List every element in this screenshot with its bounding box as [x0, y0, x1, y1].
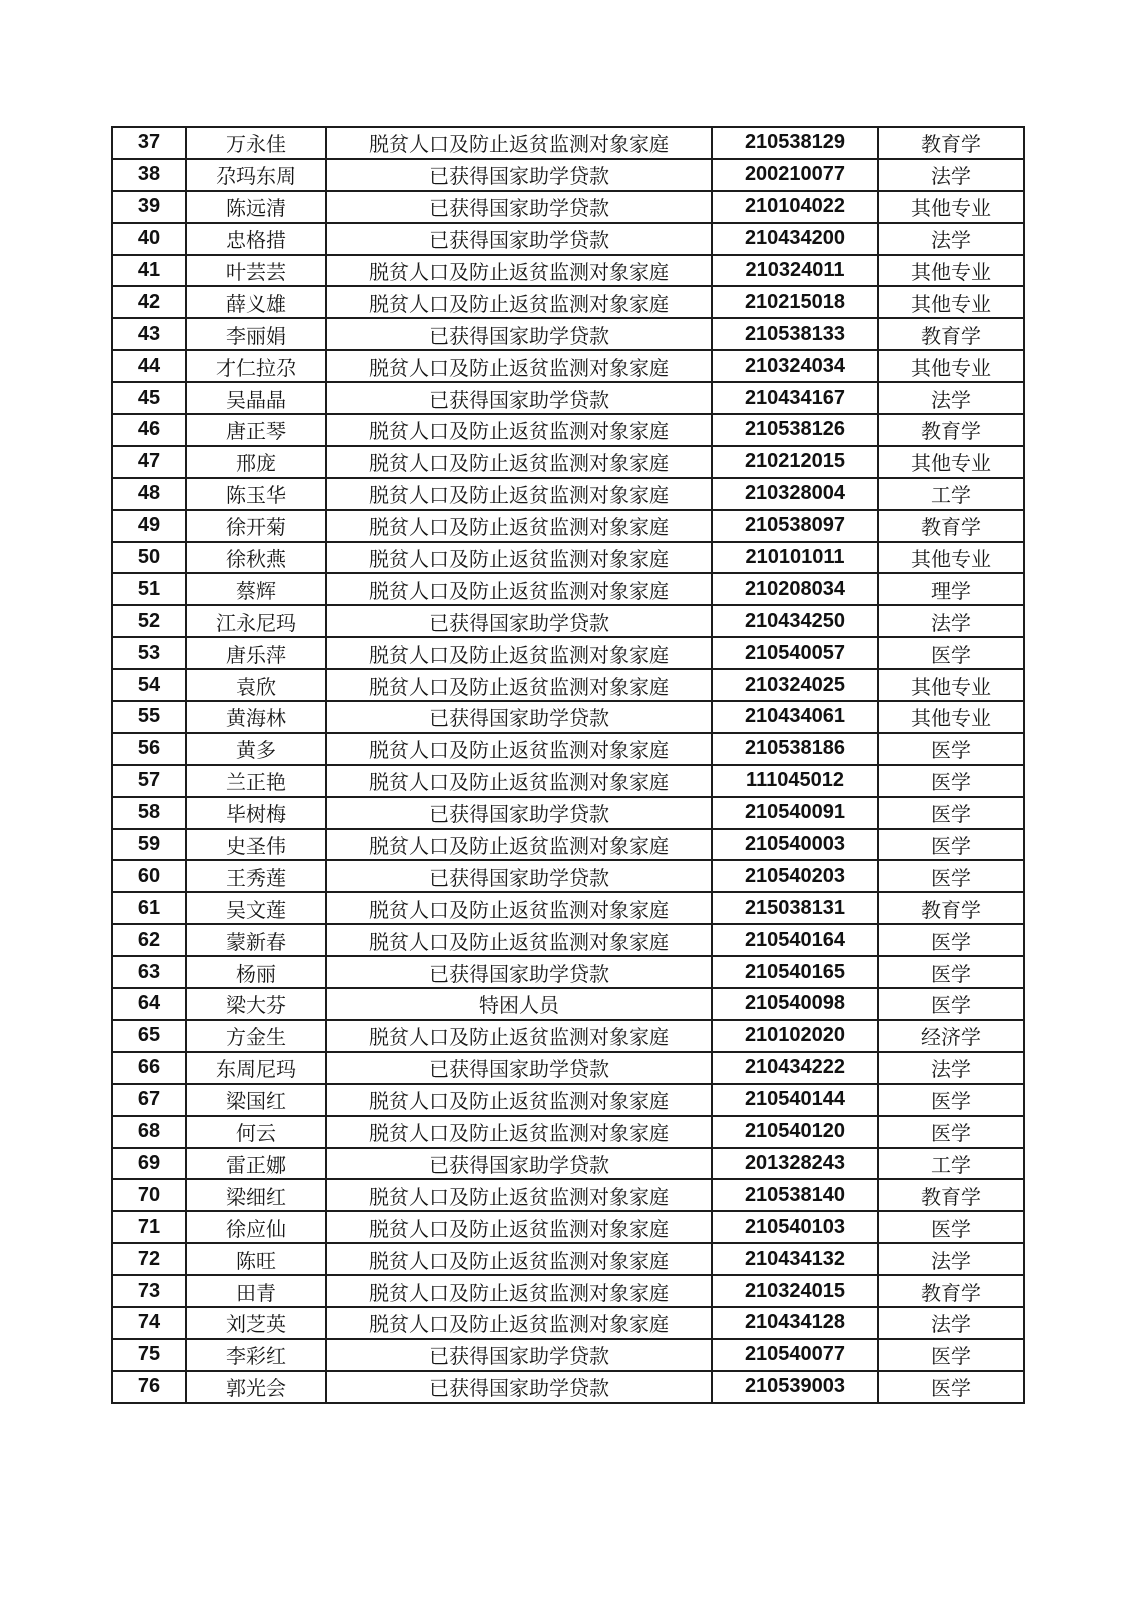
cell-row-number: 64	[112, 988, 186, 1020]
cell-student-id: 210328004	[712, 478, 878, 510]
cell-student-id: 210104022	[712, 191, 878, 223]
table-row	[112, 286, 1024, 318]
cell-student-name: 薛义雄	[186, 286, 326, 318]
cell-major: 医学	[878, 988, 1024, 1020]
cell-difficulty-category: 已获得国家助学贷款	[326, 860, 712, 892]
cell-row-number: 53	[112, 637, 186, 669]
cell-student-name: 毕树梅	[186, 797, 326, 829]
cell-major: 教育学	[878, 127, 1024, 159]
cell-difficulty-category: 脱贫人口及防止返贫监测对象家庭	[326, 350, 712, 382]
cell-student-name: 忠格措	[186, 223, 326, 255]
cell-student-name: 吴文莲	[186, 892, 326, 924]
cell-row-number: 57	[112, 765, 186, 797]
cell-row-number: 63	[112, 956, 186, 988]
cell-major: 其他专业	[878, 669, 1024, 701]
cell-student-id: 210215018	[712, 286, 878, 318]
cell-row-number: 52	[112, 605, 186, 637]
table-row	[112, 1339, 1024, 1371]
cell-row-number: 68	[112, 1116, 186, 1148]
cell-difficulty-category: 已获得国家助学贷款	[326, 159, 712, 191]
cell-student-name: 李丽娟	[186, 318, 326, 350]
cell-student-name: 邢庞	[186, 446, 326, 478]
cell-row-number: 65	[112, 1020, 186, 1052]
table-row	[112, 956, 1024, 988]
cell-student-name: 叶芸芸	[186, 255, 326, 287]
cell-difficulty-category: 脱贫人口及防止返贫监测对象家庭	[326, 127, 712, 159]
cell-row-number: 58	[112, 797, 186, 829]
cell-student-id: 210324011	[712, 255, 878, 287]
cell-difficulty-category: 脱贫人口及防止返贫监测对象家庭	[326, 286, 712, 318]
cell-student-name: 东周尼玛	[186, 1052, 326, 1084]
table-row	[112, 1243, 1024, 1275]
cell-row-number: 38	[112, 159, 186, 191]
cell-difficulty-category: 脱贫人口及防止返贫监测对象家庭	[326, 478, 712, 510]
cell-major: 其他专业	[878, 255, 1024, 287]
cell-student-name: 袁欣	[186, 669, 326, 701]
cell-student-id: 210540203	[712, 860, 878, 892]
cell-row-number: 75	[112, 1339, 186, 1371]
cell-student-name: 徐应仙	[186, 1211, 326, 1243]
cell-row-number: 54	[112, 669, 186, 701]
cell-row-number: 66	[112, 1052, 186, 1084]
cell-row-number: 62	[112, 924, 186, 956]
cell-major: 医学	[878, 1211, 1024, 1243]
cell-student-name: 梁国红	[186, 1084, 326, 1116]
table-row	[112, 573, 1024, 605]
table-row	[112, 1211, 1024, 1243]
cell-major: 其他专业	[878, 191, 1024, 223]
cell-difficulty-category: 脱贫人口及防止返贫监测对象家庭	[326, 255, 712, 287]
table-row	[112, 1307, 1024, 1339]
cell-major: 工学	[878, 478, 1024, 510]
cell-major: 教育学	[878, 1275, 1024, 1307]
cell-student-name: 蔡辉	[186, 573, 326, 605]
cell-row-number: 37	[112, 127, 186, 159]
cell-student-id: 210212015	[712, 446, 878, 478]
table-row	[112, 669, 1024, 701]
table-row	[112, 892, 1024, 924]
cell-major: 教育学	[878, 510, 1024, 542]
cell-student-id: 210538140	[712, 1179, 878, 1211]
cell-student-id: 210434250	[712, 605, 878, 637]
cell-row-number: 43	[112, 318, 186, 350]
cell-major: 医学	[878, 733, 1024, 765]
cell-student-name: 何云	[186, 1116, 326, 1148]
cell-difficulty-category: 脱贫人口及防止返贫监测对象家庭	[326, 1243, 712, 1275]
table-row	[112, 797, 1024, 829]
cell-row-number: 47	[112, 446, 186, 478]
cell-major: 法学	[878, 159, 1024, 191]
table-row	[112, 765, 1024, 797]
cell-row-number: 76	[112, 1371, 186, 1403]
cell-major: 医学	[878, 1084, 1024, 1116]
cell-major: 医学	[878, 1116, 1024, 1148]
table-row	[112, 1084, 1024, 1116]
cell-difficulty-category: 已获得国家助学贷款	[326, 1371, 712, 1403]
cell-row-number: 51	[112, 573, 186, 605]
cell-student-name: 刘芝英	[186, 1307, 326, 1339]
cell-student-id: 210434128	[712, 1307, 878, 1339]
table-row	[112, 318, 1024, 350]
cell-student-id: 210539003	[712, 1371, 878, 1403]
cell-row-number: 49	[112, 510, 186, 542]
cell-major: 医学	[878, 1371, 1024, 1403]
cell-major: 法学	[878, 1052, 1024, 1084]
cell-difficulty-category: 已获得国家助学贷款	[326, 1339, 712, 1371]
cell-student-name: 陈玉华	[186, 478, 326, 510]
table-row	[112, 350, 1024, 382]
cell-student-id: 210324034	[712, 350, 878, 382]
cell-major: 法学	[878, 223, 1024, 255]
cell-student-name: 李彩红	[186, 1339, 326, 1371]
cell-major: 法学	[878, 1307, 1024, 1339]
cell-student-id: 201328243	[712, 1148, 878, 1180]
cell-major: 其他专业	[878, 286, 1024, 318]
cell-difficulty-category: 脱贫人口及防止返贫监测对象家庭	[326, 1307, 712, 1339]
cell-difficulty-category: 特困人员	[326, 988, 712, 1020]
cell-difficulty-category: 已获得国家助学贷款	[326, 956, 712, 988]
table-row	[112, 1020, 1024, 1052]
cell-student-name: 郭光会	[186, 1371, 326, 1403]
table-row	[112, 637, 1024, 669]
cell-major: 教育学	[878, 892, 1024, 924]
table-row	[112, 159, 1024, 191]
cell-student-name: 尕玛东周	[186, 159, 326, 191]
cell-difficulty-category: 已获得国家助学贷款	[326, 797, 712, 829]
cell-student-id: 215038131	[712, 892, 878, 924]
cell-row-number: 74	[112, 1307, 186, 1339]
cell-student-id: 210434200	[712, 223, 878, 255]
cell-student-id: 210540164	[712, 924, 878, 956]
cell-major: 医学	[878, 956, 1024, 988]
cell-student-id: 210538097	[712, 510, 878, 542]
table-row	[112, 860, 1024, 892]
cell-student-id: 210538133	[712, 318, 878, 350]
cell-major: 教育学	[878, 318, 1024, 350]
cell-student-name: 雷正娜	[186, 1148, 326, 1180]
cell-student-name: 黄多	[186, 733, 326, 765]
cell-student-id: 210101011	[712, 542, 878, 574]
cell-difficulty-category: 脱贫人口及防止返贫监测对象家庭	[326, 924, 712, 956]
cell-student-id: 200210077	[712, 159, 878, 191]
cell-row-number: 48	[112, 478, 186, 510]
cell-student-name: 蒙新春	[186, 924, 326, 956]
cell-student-id: 210208034	[712, 573, 878, 605]
cell-difficulty-category: 已获得国家助学贷款	[326, 318, 712, 350]
cell-difficulty-category: 脱贫人口及防止返贫监测对象家庭	[326, 1211, 712, 1243]
cell-major: 医学	[878, 797, 1024, 829]
cell-major: 其他专业	[878, 542, 1024, 574]
cell-student-id: 210540003	[712, 829, 878, 861]
cell-student-name: 黄海林	[186, 701, 326, 733]
cell-major: 其他专业	[878, 446, 1024, 478]
table-row	[112, 478, 1024, 510]
cell-major: 医学	[878, 765, 1024, 797]
cell-major: 经济学	[878, 1020, 1024, 1052]
cell-student-id: 210102020	[712, 1020, 878, 1052]
cell-student-name: 兰正艳	[186, 765, 326, 797]
cell-major: 医学	[878, 637, 1024, 669]
cell-row-number: 60	[112, 860, 186, 892]
cell-major: 教育学	[878, 1179, 1024, 1211]
table-row	[112, 414, 1024, 446]
table-row	[112, 924, 1024, 956]
cell-row-number: 59	[112, 829, 186, 861]
cell-student-name: 田青	[186, 1275, 326, 1307]
cell-difficulty-category: 脱贫人口及防止返贫监测对象家庭	[326, 1275, 712, 1307]
cell-student-name: 唐乐萍	[186, 637, 326, 669]
cell-student-id: 210540077	[712, 1339, 878, 1371]
cell-row-number: 55	[112, 701, 186, 733]
cell-difficulty-category: 脱贫人口及防止返贫监测对象家庭	[326, 829, 712, 861]
cell-major: 医学	[878, 860, 1024, 892]
table-row	[112, 542, 1024, 574]
cell-student-name: 吴晶晶	[186, 382, 326, 414]
cell-student-id: 210540103	[712, 1211, 878, 1243]
cell-difficulty-category: 脱贫人口及防止返贫监测对象家庭	[326, 542, 712, 574]
student-funding-table	[111, 126, 1025, 1404]
cell-row-number: 67	[112, 1084, 186, 1116]
table-body	[112, 127, 1024, 1403]
cell-row-number: 40	[112, 223, 186, 255]
cell-difficulty-category: 已获得国家助学贷款	[326, 223, 712, 255]
cell-difficulty-category: 脱贫人口及防止返贫监测对象家庭	[326, 733, 712, 765]
table-row	[112, 733, 1024, 765]
cell-major: 教育学	[878, 414, 1024, 446]
table-row	[112, 988, 1024, 1020]
cell-row-number: 71	[112, 1211, 186, 1243]
cell-student-id: 210540091	[712, 797, 878, 829]
cell-difficulty-category: 脱贫人口及防止返贫监测对象家庭	[326, 765, 712, 797]
cell-student-name: 方金生	[186, 1020, 326, 1052]
table-row	[112, 255, 1024, 287]
cell-row-number: 70	[112, 1179, 186, 1211]
cell-student-name: 万永佳	[186, 127, 326, 159]
cell-row-number: 44	[112, 350, 186, 382]
cell-student-id: 210540144	[712, 1084, 878, 1116]
table-row	[112, 1116, 1024, 1148]
table-row	[112, 446, 1024, 478]
cell-difficulty-category: 脱贫人口及防止返贫监测对象家庭	[326, 446, 712, 478]
cell-student-id: 210434167	[712, 382, 878, 414]
cell-major: 理学	[878, 573, 1024, 605]
cell-major: 医学	[878, 1339, 1024, 1371]
cell-difficulty-category: 脱贫人口及防止返贫监测对象家庭	[326, 892, 712, 924]
cell-row-number: 41	[112, 255, 186, 287]
cell-major: 法学	[878, 1243, 1024, 1275]
cell-difficulty-category: 已获得国家助学贷款	[326, 191, 712, 223]
cell-row-number: 39	[112, 191, 186, 223]
cell-difficulty-category: 已获得国家助学贷款	[326, 701, 712, 733]
cell-row-number: 56	[112, 733, 186, 765]
cell-student-id: 210540120	[712, 1116, 878, 1148]
table-row	[112, 510, 1024, 542]
cell-row-number: 61	[112, 892, 186, 924]
cell-row-number: 45	[112, 382, 186, 414]
table-row	[112, 223, 1024, 255]
cell-student-id: 210540098	[712, 988, 878, 1020]
cell-difficulty-category: 已获得国家助学贷款	[326, 382, 712, 414]
table-row	[112, 1371, 1024, 1403]
table-row	[112, 701, 1024, 733]
cell-difficulty-category: 已获得国家助学贷款	[326, 1052, 712, 1084]
table-row	[112, 382, 1024, 414]
cell-student-name: 陈旺	[186, 1243, 326, 1275]
cell-student-id: 210434222	[712, 1052, 878, 1084]
cell-difficulty-category: 已获得国家助学贷款	[326, 605, 712, 637]
cell-student-name: 唐正琴	[186, 414, 326, 446]
cell-row-number: 69	[112, 1148, 186, 1180]
cell-major: 法学	[878, 605, 1024, 637]
table-row	[112, 1275, 1024, 1307]
table-row	[112, 127, 1024, 159]
cell-student-id: 210540057	[712, 637, 878, 669]
cell-student-id: 111045012	[712, 765, 878, 797]
cell-difficulty-category: 脱贫人口及防止返贫监测对象家庭	[326, 1116, 712, 1148]
table-row	[112, 829, 1024, 861]
cell-student-id: 210324015	[712, 1275, 878, 1307]
table-row	[112, 191, 1024, 223]
cell-difficulty-category: 脱贫人口及防止返贫监测对象家庭	[326, 1084, 712, 1116]
cell-difficulty-category: 脱贫人口及防止返贫监测对象家庭	[326, 1020, 712, 1052]
cell-row-number: 42	[112, 286, 186, 318]
cell-difficulty-category: 脱贫人口及防止返贫监测对象家庭	[326, 637, 712, 669]
cell-student-id: 210538186	[712, 733, 878, 765]
cell-major: 医学	[878, 829, 1024, 861]
cell-major: 其他专业	[878, 701, 1024, 733]
table-row	[112, 1148, 1024, 1180]
table-row	[112, 1179, 1024, 1211]
cell-student-name: 史圣伟	[186, 829, 326, 861]
cell-row-number: 50	[112, 542, 186, 574]
cell-student-name: 杨丽	[186, 956, 326, 988]
cell-row-number: 46	[112, 414, 186, 446]
cell-student-name: 陈远清	[186, 191, 326, 223]
cell-student-name: 徐开菊	[186, 510, 326, 542]
cell-student-id: 210540165	[712, 956, 878, 988]
cell-student-id: 210434132	[712, 1243, 878, 1275]
cell-major: 其他专业	[878, 350, 1024, 382]
table-row	[112, 1052, 1024, 1084]
cell-student-id: 210538126	[712, 414, 878, 446]
cell-difficulty-category: 脱贫人口及防止返贫监测对象家庭	[326, 669, 712, 701]
cell-student-name: 江永尼玛	[186, 605, 326, 637]
cell-row-number: 72	[112, 1243, 186, 1275]
cell-student-name: 徐秋燕	[186, 542, 326, 574]
table-row	[112, 605, 1024, 637]
cell-student-name: 梁大芬	[186, 988, 326, 1020]
cell-major: 法学	[878, 382, 1024, 414]
cell-student-id: 210324025	[712, 669, 878, 701]
cell-student-id: 210434061	[712, 701, 878, 733]
cell-student-name: 王秀莲	[186, 860, 326, 892]
cell-student-name: 梁细红	[186, 1179, 326, 1211]
cell-student-id: 210538129	[712, 127, 878, 159]
cell-major: 工学	[878, 1148, 1024, 1180]
cell-difficulty-category: 脱贫人口及防止返贫监测对象家庭	[326, 573, 712, 605]
cell-difficulty-category: 脱贫人口及防止返贫监测对象家庭	[326, 414, 712, 446]
cell-difficulty-category: 脱贫人口及防止返贫监测对象家庭	[326, 1179, 712, 1211]
cell-difficulty-category: 已获得国家助学贷款	[326, 1148, 712, 1180]
cell-row-number: 73	[112, 1275, 186, 1307]
cell-student-name: 才仁拉尕	[186, 350, 326, 382]
cell-difficulty-category: 脱贫人口及防止返贫监测对象家庭	[326, 510, 712, 542]
cell-major: 医学	[878, 924, 1024, 956]
